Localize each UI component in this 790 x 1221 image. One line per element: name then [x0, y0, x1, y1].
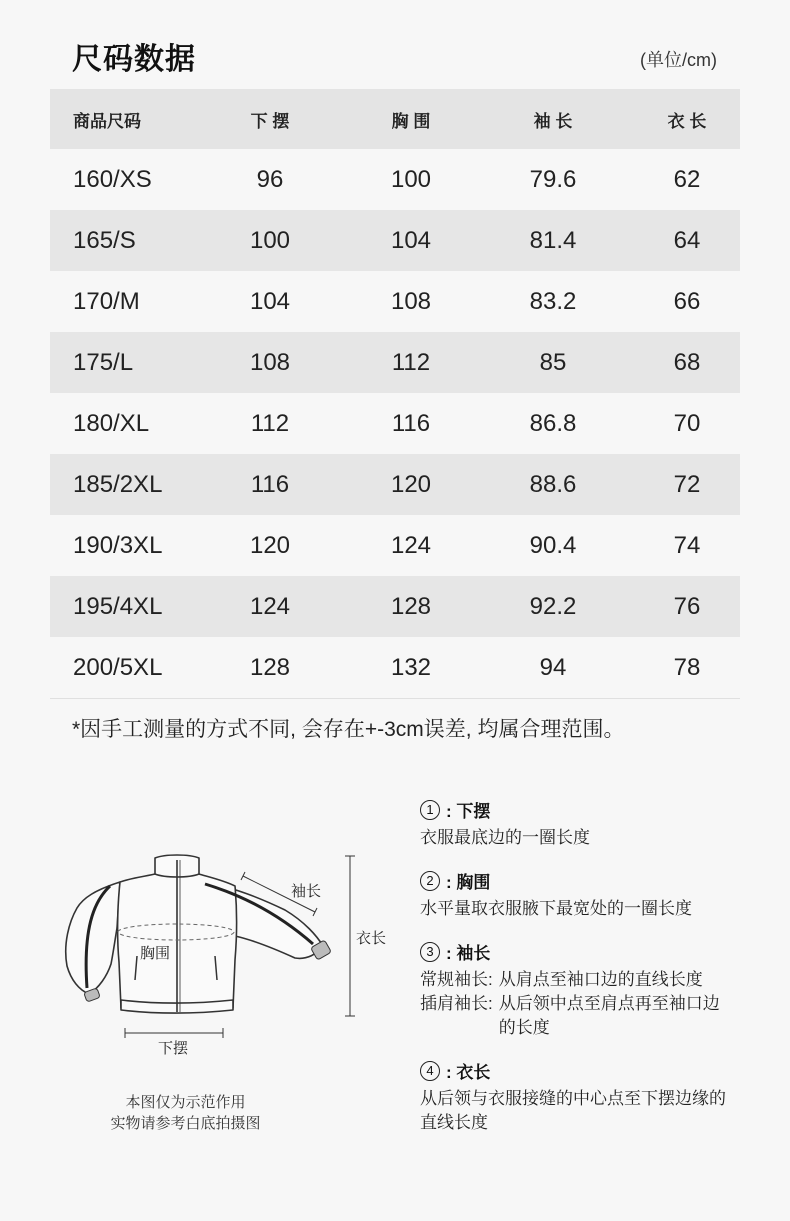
table-cell: 81.4 [472, 210, 634, 271]
table-row [50, 454, 740, 515]
table-cell: 116 [190, 454, 350, 515]
legend-title: : 胸围 [446, 873, 491, 892]
column-header: 袖 长 [472, 89, 634, 149]
legend-desc: 从肩点至袖口边的直线长度 [498, 970, 703, 989]
table-cell: 175/L [50, 332, 190, 393]
unit-label: (单位/cm) [640, 50, 717, 70]
table-cell: 128 [190, 637, 350, 699]
number-badge: 1 [420, 800, 440, 820]
table-cell: 195/4XL [50, 576, 190, 637]
legend-title: : 下摆 [446, 802, 491, 821]
legend-item-sleeve [420, 939, 750, 1040]
table-cell: 76 [634, 576, 740, 637]
legend-desc: 从后领与衣服接缝的中心点至下摆边缘的直线长度 [420, 1089, 726, 1132]
legend-desc: 从后领中点至肩点再至袖口边的长度 [498, 994, 720, 1037]
table-cell: 124 [190, 576, 350, 637]
table-cell: 90.4 [529, 531, 577, 559]
table-row [50, 576, 740, 637]
table-cell: 120 [249, 531, 291, 559]
table-cell: 100 [390, 165, 432, 193]
legend-title: : 衣长 [446, 1063, 491, 1082]
table-cell: 185/2XL [50, 454, 190, 515]
table-cell: 124 [390, 531, 432, 559]
table-cell: 108 [390, 287, 432, 315]
table-cell: 66 [673, 287, 701, 315]
legend-item-hem [420, 797, 750, 850]
table-cell: 108 [190, 332, 350, 393]
table-cell: 132 [350, 637, 472, 699]
size-table [50, 89, 740, 699]
table-row [50, 393, 740, 454]
table-cell: 92.2 [472, 576, 634, 637]
table-cell: 68 [634, 332, 740, 393]
table-cell: 94 [472, 637, 634, 699]
table-row [50, 332, 740, 393]
table-cell: 200/5XL [50, 637, 190, 699]
hem-label: 下摆 [158, 1040, 189, 1057]
legend-desc: 衣服最底边的一圈长度 [420, 828, 590, 847]
legend-item-chest [420, 868, 750, 921]
number-badge: 4 [420, 1061, 440, 1081]
table-row [50, 149, 740, 210]
table-cell: 86.8 [529, 409, 577, 437]
diagram-caption: 实物请参考白底拍摄图 [110, 1115, 261, 1132]
table-cell: 165/S [50, 210, 190, 271]
table-cell: 112 [250, 409, 290, 437]
table-cell: 85 [472, 332, 634, 393]
table-row [50, 515, 740, 576]
table-cell: 64 [634, 210, 740, 271]
table-cell: 72 [634, 454, 740, 515]
table-cell: 78 [634, 637, 740, 699]
diagram-caption: 本图仅为示范作用 [125, 1094, 246, 1111]
table-cell: 112 [350, 332, 472, 393]
table-cell: 170/M [73, 287, 140, 315]
legend-item-length [420, 1058, 750, 1135]
table-cell: 116 [391, 409, 431, 437]
table-cell: 104 [350, 210, 472, 271]
page-title: 尺码数据 [72, 43, 196, 76]
table-cell: 120 [350, 454, 472, 515]
table-cell: 100 [190, 210, 350, 271]
length-label: 衣长 [356, 929, 387, 947]
legend-key: 插肩袖长: [420, 994, 493, 1013]
sleeve-label: 袖长 [291, 882, 322, 900]
legend-key: 常规袖长: [420, 970, 493, 989]
table-cell: 83.2 [529, 287, 577, 315]
column-header: 胸 围 [350, 89, 472, 149]
number-badge: 3 [420, 942, 440, 962]
table-header-row [50, 89, 740, 149]
table-cell: 62 [673, 165, 701, 193]
table-cell: 70 [673, 409, 701, 437]
column-header: 商品尺码 [50, 89, 190, 149]
table-cell: 74 [673, 531, 701, 559]
table-cell: 128 [350, 576, 472, 637]
measurement-note: *因手工测量的方式不同, 会存在+-3cm误差, 均属合理范围。 [72, 718, 625, 741]
table-cell: 96 [256, 165, 284, 193]
table-row [50, 210, 740, 271]
column-header: 衣 长 [634, 89, 740, 149]
table-cell: 190/3XL [73, 531, 163, 559]
chest-label: 胸围 [140, 944, 171, 962]
legend-desc: 水平量取衣服腋下最宽处的一圈长度 [420, 899, 692, 918]
number-badge: 2 [420, 871, 440, 891]
table-row [50, 637, 740, 699]
table-cell: 88.6 [472, 454, 634, 515]
jacket-diagram [55, 840, 405, 1040]
legend-title: : 袖长 [446, 944, 491, 963]
table-cell: 160/XS [73, 165, 152, 193]
table-cell: 104 [249, 287, 291, 315]
left-sleeve-shape [66, 882, 120, 994]
table-cell: 79.6 [529, 165, 577, 193]
table-cell: 180/XL [73, 409, 150, 437]
table-row [50, 271, 740, 332]
column-header: 下 摆 [190, 89, 350, 149]
